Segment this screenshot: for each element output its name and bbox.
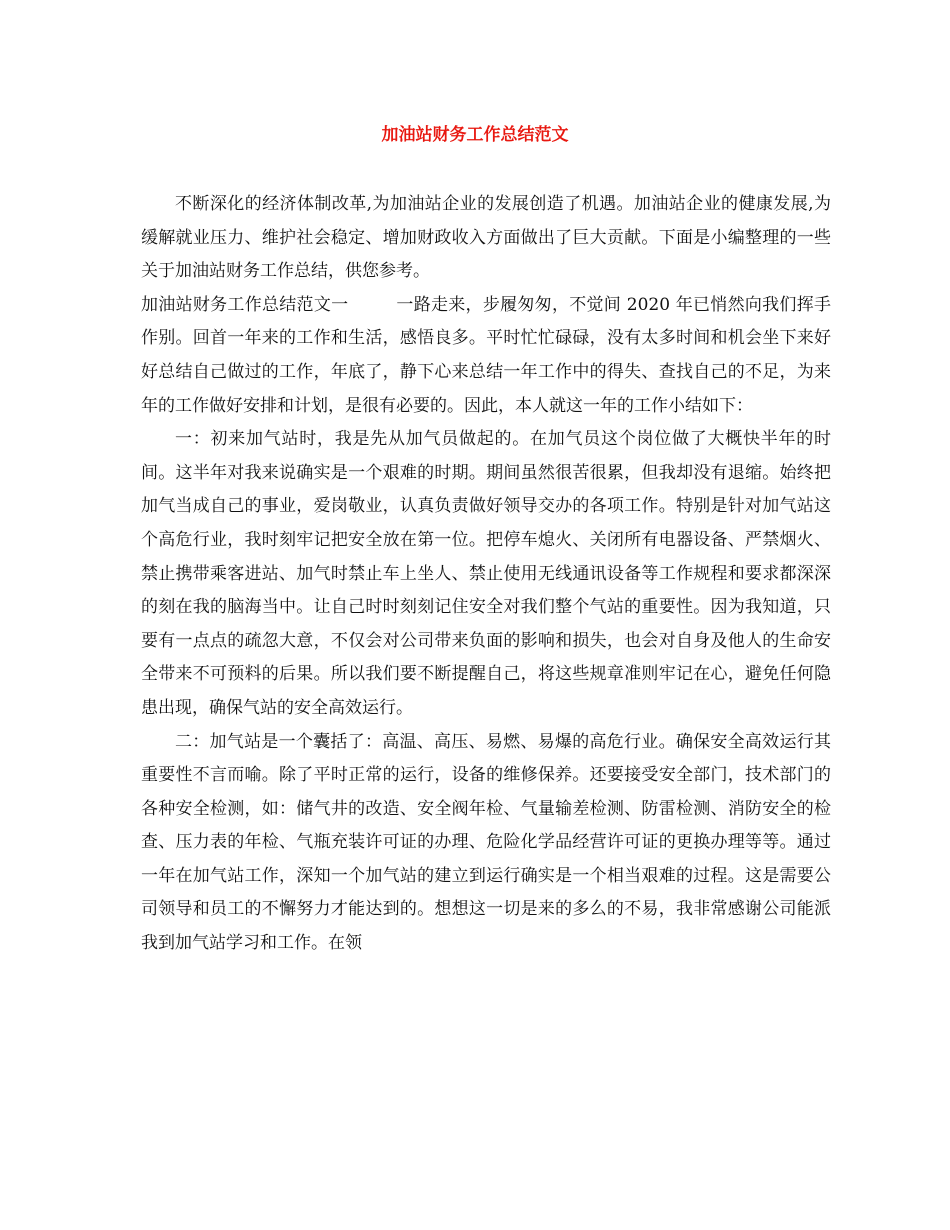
document-body bbox=[141, 188, 831, 961]
intro-paragraph: 不断深化的经济体制改革,为加油站企业的发展创造了机遇。加油站企业的健康发展,为缓解就业压力、维护社会稳定、增加财政收入方面做出了巨大贡献。下面是小编整理的一些关于加油站财务工作总结，供您参考。 bbox=[141, 194, 831, 282]
document-title: 加油站财务工作总结范文 bbox=[381, 125, 569, 145]
paragraph-one: 一：初来加气站时，我是先从加气员做起的。在加气员这个岗位做了大概快半年的时间。这半年对我来说确实是一个艰难的时期。期间虽然很苦很累，但我却没有退缩。始终把加气当成自己的事业，爱岗敬业，认真负责做好领导交办的各项工作。特别是针对加气站这个高危行业，我时刻牢记把安全放在第一位。把停车熄火、关闭所有电器设备、严禁烟火、禁止携带乘客进站、加气时禁止车上坐人、禁止使用无线通讯设备等工作规程和要求都深深的刻在我的脑海当中。让自己时时刻刻记住安全对我们整个气站的重要性。因为我知道，只要有一点点的疏忽大意，不仅会对公司带来负面的影响和损失，也会对自身及他人的生命安全带来不可预料的后果。所以我们要不断提醒自己，将这些规章准则牢记在心，避免任何隐患出现，确保气站的安全高效运行。 bbox=[141, 429, 831, 718]
section-heading: 加油站财务工作总结范文一 bbox=[141, 294, 349, 315]
section-opening-text: 一路走来，步履匆匆，不觉间 2020 年已悄然向我们挥手作别。回首一年来的工作和生活，感悟良多。平时忙忙碌碌，没有太多时间和机会坐下来好好总结自己做过的工作，年底了，静下心来总结一年工作中的得失、查找自己的不足，为来年的工作做好安排和计划，是很有必要的。因此，本人就这一年的工作小结如下： bbox=[141, 294, 831, 416]
paragraph-two: 二：加气站是一个囊括了：高温、高压、易燃、易爆的高危行业。确保安全高效运行其重要性不言而喻。除了平时正常的运行，设备的维修保养。还要接受安全部门，技术部门的各种安全检测，如：储气井的改造、安全阀年检、气量输差检测、防雷检测、消防安全的检查、压力表的年检、气瓶充装许可证的办理、危险化学品经营许可证的更换办理等等。通过一年在加气站工作，深知一个加气站的建立到运行确实是一个相当艰难的过程。这是需要公司领导和员工的不懈努力才能达到的。想想这一切是来的多么的不易，我非常感谢公司能派我到加气站学习和工作。在领 bbox=[141, 731, 831, 954]
section-paragraph bbox=[141, 289, 831, 423]
